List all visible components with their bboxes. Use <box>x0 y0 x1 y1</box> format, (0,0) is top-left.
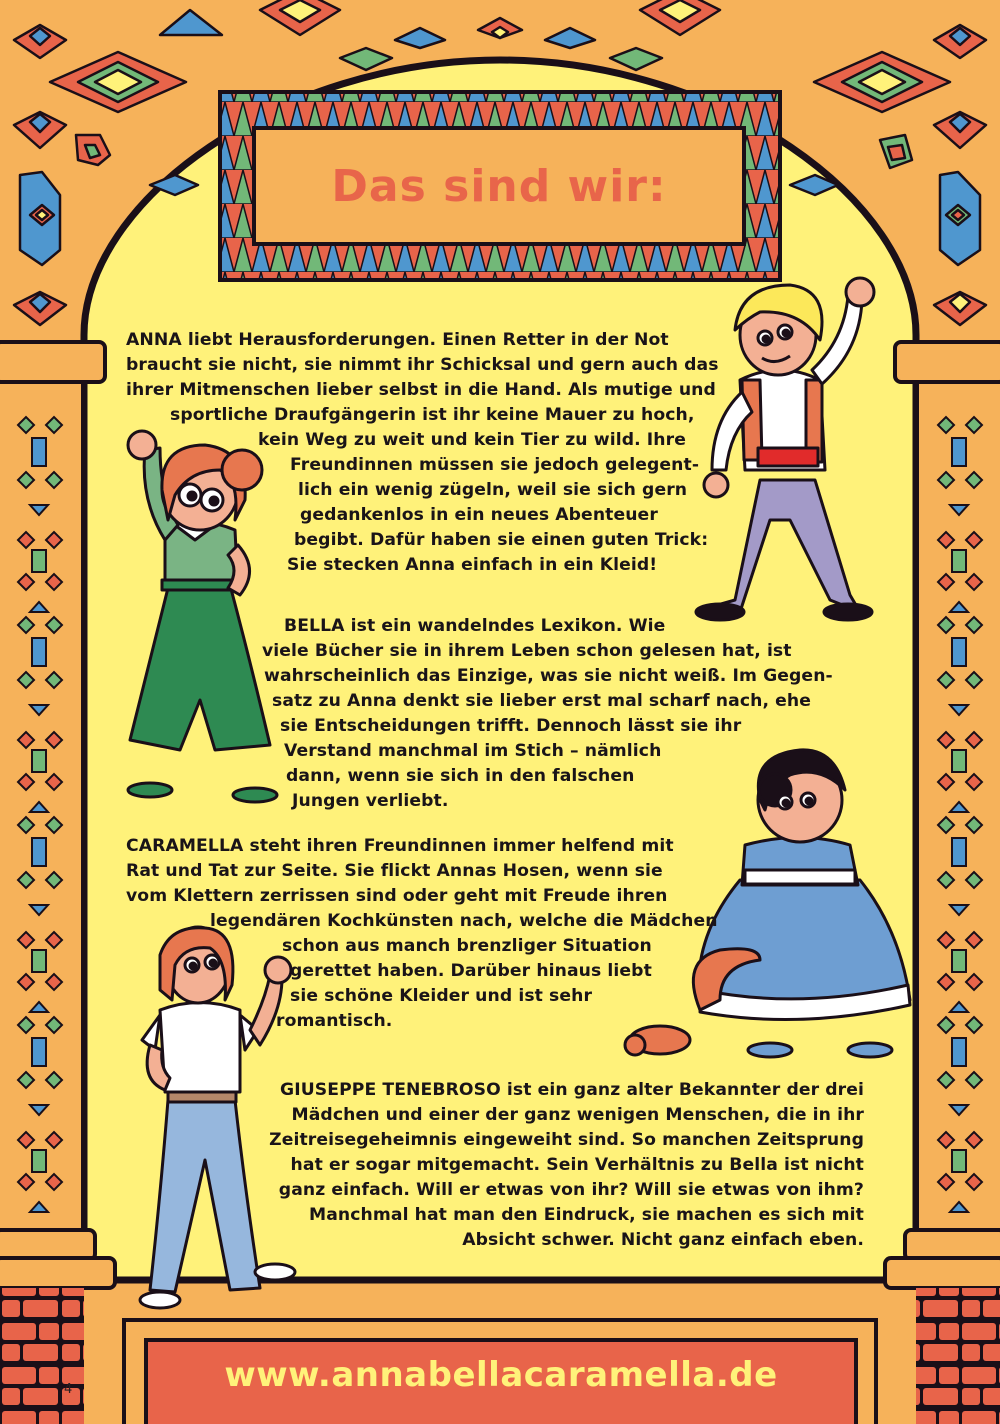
character-name: CARAMELLA <box>126 836 244 856</box>
text-line: Verstand manchmal im Stich – nämlich <box>284 741 662 761</box>
text-line: legendären Kochkünsten nach, welche die Mädchen <box>210 911 718 931</box>
text-line: sportliche Draufgängerin ist ihr keine Mauer zu hoch, <box>170 405 695 425</box>
text-line: begibt. Dafür haben sie einen guten Trick: <box>294 530 709 550</box>
text-line: BELLA ist ein wandelndes Lexikon. Wie <box>284 616 666 636</box>
text-line: sie schöne Kleider und ist sehr <box>290 986 593 1006</box>
text-line: braucht sie nicht, sie nimmt ihr Schicksal und gern auch das <box>126 355 719 375</box>
character-name: BELLA <box>284 616 345 636</box>
text-line: wahrscheinlich das Einzige, was sie nicht weiß. Im Gegen- <box>264 666 833 686</box>
text-line: hat er sogar mitgemacht. Sein Verhältnis zu Bella ist nicht <box>290 1155 864 1175</box>
text-line: Rat und Tat zur Seite. Sie flickt Annas Hosen, wenn sie <box>126 861 663 881</box>
text-line: vom Klettern zerrissen sind oder geht mit Freude ihren <box>126 886 668 906</box>
text-line: kein Weg zu weit und kein Tier zu wild. Ihre <box>258 430 686 450</box>
page-title: Das sind wir: <box>331 160 667 212</box>
text-line: Sie stecken Anna einfach in ein Kleid! <box>287 555 658 575</box>
text-line: CARAMELLA steht ihren Freundinnen immer helfend mit <box>126 836 674 856</box>
website-url[interactable]: www.annabellacaramella.de <box>224 1355 778 1395</box>
text-line: romantisch. <box>276 1011 393 1031</box>
character-name: GIUSEPPE TENEBROSO <box>280 1080 501 1100</box>
text-line: lich ein wenig zügeln, weil sie sich gern <box>298 480 688 500</box>
text-line: GIUSEPPE TENEBROSO ist ein ganz alter Bekannter der drei <box>280 1080 864 1100</box>
text-line: viele Bücher sie in ihrem Leben schon gelesen hat, ist <box>262 641 792 661</box>
text-line: Zeitreisegeheimnis eingeweiht sind. So manchen Zeitsprung <box>269 1130 864 1150</box>
text-line: ganz einfach. Will er etwas von ihr? Will sie etwas von ihm? <box>278 1180 864 1200</box>
text-line: ANNA liebt Herausforderungen. Einen Retter in der Not <box>126 330 669 350</box>
text-line: Freundinnen müssen sie jedoch gelegent- <box>290 455 700 475</box>
text-line: Absicht schwer. Nicht ganz einfach eben. <box>462 1230 864 1250</box>
text-line: ihrer Mitmenschen lieber selbst in die Hand. Als mutige und <box>126 380 716 400</box>
text-line: gedankenlos in ein neues Abenteuer <box>300 505 658 525</box>
text-line: Jungen verliebt. <box>292 791 449 811</box>
text-line: schon aus manch brenzliger Situation <box>282 936 652 956</box>
text-line: satz zu Anna denkt sie lieber erst mal scharf nach, ehe <box>272 691 812 711</box>
text-line: sie Entscheidungen trifft. Dennoch lässt sie ihr <box>280 716 742 736</box>
text-line: Mädchen und einer der ganz wenigen Menschen, die in ihr <box>291 1105 864 1125</box>
text-line: dann, wenn sie sich in den falschen <box>286 766 635 786</box>
character-name: ANNA <box>126 330 182 350</box>
page-number: 4 <box>64 1382 73 1397</box>
text-line: Manchmal hat man den Eindruck, sie machen es sich mit <box>309 1205 864 1225</box>
text-line: gerettet haben. Darüber hinaus liebt <box>290 961 652 981</box>
